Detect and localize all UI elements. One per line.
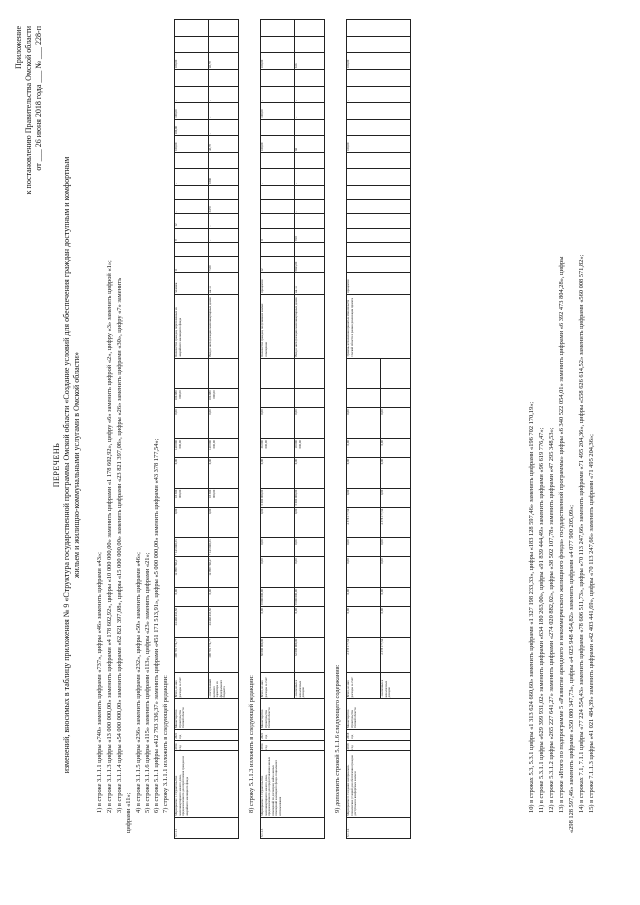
amount: 0,00 <box>261 607 295 638</box>
indicator-value <box>209 152 239 169</box>
amount: 24 468 433,50 <box>175 607 209 638</box>
year-end: 2021 год <box>261 730 325 741</box>
amount <box>261 389 295 408</box>
list-item: 5) в строке 3.1.1.6 цифры «115» заменить цифрами «113», цифры «23» заменить цифрами «21»; <box>144 552 151 813</box>
amount <box>295 358 325 389</box>
indicator-value: - <box>295 86 325 103</box>
amount: 0,00 <box>347 408 381 439</box>
amount: 0,00 <box>381 488 411 507</box>
indicator-value <box>295 119 325 136</box>
indicator-value <box>261 36 295 53</box>
indicator-value <box>175 70 209 87</box>
indicator-value: 12 <box>261 256 295 273</box>
amount <box>347 389 381 408</box>
amendment-table-1 <box>174 19 239 839</box>
amount: 309 791 774,77 <box>175 637 209 673</box>
indicator-value <box>347 214 411 228</box>
amount: 36 000 000,00 <box>261 439 295 458</box>
amount: 0,00 <box>261 557 295 588</box>
amount <box>381 358 411 389</box>
list-item: 6) в строке 5.1.1 цифры «412 793 336,37» заменить цифрами «451 171 513,91», цифры «5 000 000,00» заменить цифрами «43 378 177,54»; <box>153 438 160 813</box>
indicator-value: - <box>209 214 239 228</box>
amount: 309 791 774,77 <box>209 637 239 673</box>
indicator-value: - <box>295 200 325 214</box>
indicator-value <box>209 70 239 87</box>
amount <box>209 358 239 389</box>
amount: 0,00 <box>175 458 209 489</box>
indicator-value <box>209 185 239 199</box>
indicator-value <box>295 214 325 228</box>
indicator-value <box>261 119 295 136</box>
indicator-value: 9 <box>175 228 209 242</box>
source: - налоговых и неналоговых доходов <box>295 673 325 699</box>
amount: 0,00 <box>261 458 295 489</box>
amount: 0,00 <box>347 588 381 607</box>
amount: 0,00 <box>347 538 381 557</box>
amount: 0,00 <box>209 588 239 607</box>
row-code: 5.1.1.6 <box>347 817 411 838</box>
executor: Министерство строительства Омской области <box>175 699 239 730</box>
amount: 0,00 <box>347 439 381 458</box>
indicator-value: - <box>261 86 295 103</box>
amount: 32 000 000,00 <box>295 637 325 673</box>
indicator-value: 100,00 <box>261 103 295 120</box>
appendix-date: от ___ 26 июня 2018 года ___ № ___ 228-п <box>34 26 43 171</box>
amount: 0,00 <box>295 458 325 489</box>
amount: 0,00 <box>209 408 239 439</box>
amount: 9 000 000,00 <box>295 588 325 607</box>
indicator-value <box>295 152 325 169</box>
amount <box>261 358 295 389</box>
appendix-header <box>14 26 44 286</box>
indicator-value <box>261 152 295 169</box>
indicator-value: 3470 <box>209 200 239 214</box>
amount: 24 468 433,50 <box>209 607 239 638</box>
amount: 0,00 <box>261 408 295 439</box>
amount: 120 000 000,00 <box>209 439 239 458</box>
indicator-value: 1800 <box>209 169 239 186</box>
indicator-value <box>347 20 411 37</box>
amount: 7 143 848,33 <box>209 538 239 557</box>
amount: 0,00 <box>175 408 209 439</box>
list-item: 15) в строке 7.1.1.3 цифры «41 021 484,39» заменить цифрами «42 403 441,69», цифры «70 113 247,66» заменить цифрами «71 495 204,36»; <box>588 434 595 813</box>
list-item: 13) в строке «Итого по подпрограмме 5 «Развитие арендного и некоммерческого жилищного фонда» государственной программы» цифры «6 340 522 054,01» заменить цифрами «6 392 473 804,28», цифры <box>558 256 565 813</box>
executor: Министерство строительства Омской области <box>261 699 325 730</box>
table-row <box>347 20 381 839</box>
indicator-value <box>347 242 411 256</box>
amount: 0,00 <box>381 458 411 489</box>
list-item: 4) в строке 3.1.1.5 цифры «236» заменить цифрами «232», цифры «50» заменить цифрами «46»; <box>135 552 142 813</box>
indicator-value <box>175 185 209 199</box>
source: - поступлений целевого характера из федерального бюджета <box>209 673 239 699</box>
indicator-value: 12 <box>175 214 209 228</box>
indicator-name: Ввод в эксплуатацию многоквартирных домов <box>295 294 325 358</box>
source: Всего, из них расходы за счет: <box>261 673 295 699</box>
amount <box>175 358 209 389</box>
indicator-value <box>347 103 411 120</box>
year-start: 2018 год <box>347 740 411 751</box>
document-title: ПЕРЕЧЕНЬ <box>52 442 61 488</box>
list-item: 12) в строке 5.3.1.2 цифры «265 227 641,27» заменить цифрами «274 020 882,02», цифры «38 502 107,78» заменить цифрами «47 295 348,53»; <box>548 427 555 813</box>
amount: 0,00 <box>209 458 239 489</box>
amount: 5 000 000,00 <box>261 488 295 507</box>
amount: 2 378 177,54 <box>381 507 411 538</box>
indicator-value: - <box>295 169 325 186</box>
indicator-value <box>209 20 239 37</box>
amount: 0,00 <box>261 538 295 557</box>
year-end: 2021 год <box>175 730 239 741</box>
year-start: 2014 год <box>261 740 325 751</box>
amount: 0,00 <box>381 439 411 458</box>
row-description: Мероприятие 1. Строительство многоквартирного жилого дома, предназначенного для переселения граждан из аварийного жилищного фонда <box>175 751 239 817</box>
list-item: 9) дополнить строкой 5.1.1.6 следующего содержания: <box>334 664 341 813</box>
indicator-value: - <box>347 86 411 103</box>
indicator-value: - <box>209 86 239 103</box>
indicator-value: 45,79 <box>209 53 239 70</box>
indicator-value <box>295 36 325 53</box>
amount: 0,00 <box>347 607 381 638</box>
indicator-value <box>347 152 411 169</box>
amount: 0,00 <box>347 488 381 507</box>
amount: 0,00 <box>381 607 411 638</box>
indicator-value <box>347 228 411 242</box>
row-code: 3.1.1.1 <box>175 817 239 838</box>
indicator-value: 918 <box>295 228 325 242</box>
row-description: Мероприятие 6. Создание материально-технических условий для обеспечения граждан доступным и комфортным жильем <box>347 751 411 817</box>
amount: 2 378 177,54 <box>381 637 411 673</box>
indicator-value <box>347 169 411 186</box>
indicator-value <box>347 200 411 214</box>
indicator-value: - <box>295 103 325 120</box>
indicator-value: 7330 <box>209 256 239 273</box>
indicator-value <box>261 214 295 228</box>
indicator-value <box>261 185 295 199</box>
appendix-label: Приложение <box>14 26 23 69</box>
list-item: 3) в строке 3.1.1.4 цифры «54 000 000,00» заменить цифрами «62 821 397,08», цифры «15 000 000,00» заменить цифрами «23 821 397,08», цифры «26» заменить цифрами «30», цифру «7» заменить <box>116 277 123 813</box>
indicator-value: 616 <box>295 53 325 70</box>
indicator-value <box>209 36 239 53</box>
amount: 0,00 <box>381 557 411 588</box>
amount: 2 378 177,54 <box>347 507 381 538</box>
amount: 18 000 000,00 <box>295 439 325 458</box>
row-code: 5.1.1.3 <box>261 817 325 838</box>
indicator-value <box>261 70 295 87</box>
indicator-value: 8 <box>261 228 295 242</box>
indicator-value: - <box>175 86 209 103</box>
amendment-table-3 <box>346 19 411 839</box>
amount: 7 143 848,33 <box>175 538 209 557</box>
indicator-value <box>347 36 411 53</box>
amount: 0,00 <box>295 538 325 557</box>
unit: кв. м <box>295 273 325 294</box>
row-description: Мероприятие 3. Строительство многоквартирного жилого дома, предназначенного для предоставления жилых помещений по договорам найма жилых помещений жилищного фонда социального использования <box>261 751 325 817</box>
amount <box>347 358 381 389</box>
indicator-value: 11 <box>175 256 209 273</box>
executor: Министерство строительства Омской области <box>347 699 411 730</box>
amount: 50 000 000,00 <box>261 637 295 673</box>
source: Всего, из них расходы за счет: <box>175 673 209 699</box>
indicator-value <box>295 242 325 256</box>
amount: 0,00 <box>347 557 381 588</box>
indicator-value <box>209 242 239 256</box>
year-start: 2014 год <box>175 740 239 751</box>
amount: 0,00 <box>295 408 325 439</box>
indicator-value: 100,00 <box>175 53 209 70</box>
appendix-line: к постановлению Правительства Омской области <box>24 26 33 195</box>
list-item: 8) строку 5.1.1.3 изложить в следующей редакции: <box>248 675 255 813</box>
table-row <box>175 20 209 839</box>
amount: 0,00 <box>209 507 239 538</box>
list-item: 1) в строке 3.1.1.1 цифры «740» заменить цифрами «737», цифры «46» заменить цифрами «43»; <box>96 552 103 813</box>
year-end: 2018 год <box>347 730 411 741</box>
amount: 9 000 000,00 <box>261 588 295 607</box>
amount: 18 300 000,00 <box>175 488 209 507</box>
indicator-name: Ввод в эксплуатацию многоквартирных домов <box>209 294 239 358</box>
indicator-value <box>175 36 209 53</box>
indicator-value: - <box>175 200 209 214</box>
indicator-value: - <box>209 103 239 120</box>
indicator-value: 100,00 <box>175 119 209 136</box>
amount: 0,00 <box>175 507 209 538</box>
amount <box>295 389 325 408</box>
indicator-value <box>347 256 411 273</box>
list-item: цифрами «11»; <box>125 792 132 833</box>
amount: 12 999 768,27 <box>175 557 209 588</box>
amount: 0,00 <box>381 588 411 607</box>
amount: 18 300 000,00 <box>209 488 239 507</box>
amendment-table-2 <box>260 19 325 839</box>
amount: 0,00 <box>261 507 295 538</box>
amount: 0,00 <box>381 538 411 557</box>
amount: 0,00 <box>175 588 209 607</box>
indicator-value: - <box>209 228 239 242</box>
amount: 2 378 177,54 <box>347 637 381 673</box>
amount <box>381 389 411 408</box>
list-item: 14) в строках 7.1, 7.1.1 цифры «77 224 554,43» заменить цифрами «78 606 511,73», цифры «70 113 247,66» заменить цифрами «71 495 204,36», цифры «558 626 614,52» заменить цифрами «560 008 571,82»; <box>578 254 585 813</box>
unit: кв. м <box>209 273 239 294</box>
indicator-value: - <box>175 169 209 186</box>
indicator-value: 45,79 <box>209 136 239 153</box>
indicator-value <box>347 119 411 136</box>
indicator-value: 100,00 <box>347 136 411 153</box>
unit: человек <box>175 273 209 294</box>
amount: 0,00 <box>295 507 325 538</box>
indicator-value <box>347 70 411 87</box>
indicator-value <box>175 152 209 169</box>
amount: 5 000 000,00 <box>295 488 325 507</box>
amount: 0,00 <box>381 408 411 439</box>
indicator-value <box>295 185 325 199</box>
indicator-value: 100,00 <box>347 53 411 70</box>
indicator-name: Уровень исполнения принятых обязательств Омской области в рамках реализации проекта <box>347 294 411 358</box>
unit: процентов <box>261 273 295 294</box>
indicator-value <box>261 20 295 37</box>
indicator-value <box>261 242 295 256</box>
indicator-value <box>175 242 209 256</box>
indicator-value: - <box>261 200 295 214</box>
amount: 0,00 <box>295 557 325 588</box>
document-subtitle-cont: жильем и жилищно-коммунальными услугами в Омской области» <box>72 352 81 578</box>
indicator-value <box>175 20 209 37</box>
indicator-value: 66 <box>295 136 325 153</box>
indicator-value: 100,00 <box>261 53 295 70</box>
indicator-value: 100,00 <box>175 103 209 120</box>
indicator-name: Количество граждан, получивших жилые помещения <box>261 294 295 358</box>
source: Всего, из них расходы за счет: <box>347 673 381 699</box>
indicator-value: 100,00 <box>261 136 295 153</box>
list-item: 2) в строке 3.1.1.3 цифры «13 000 000,00» заменить цифрами «4 178 602,92», цифры «10 000 000,00» заменить цифрами «1 178 602,92», цифру «6» заменить цифрой «2», цифру «3» заменить цифрой «1»; <box>106 260 113 813</box>
indicator-value: 5043,00 <box>295 256 325 273</box>
amount: 106 880 000,00 <box>175 389 209 408</box>
list-item: 10) в строках 5.3, 5.3.1 цифры «1 313 624 660,60» заменить цифрами «1 327 198 233,33», цифры «183 128 597,46» заменить цифрами «196 702 170,19»; <box>528 401 535 813</box>
indicator-name: Количество граждан, переселенных из аварийного жилищного фонда <box>175 294 209 358</box>
amount: 0,00 <box>295 607 325 638</box>
list-item: 11) в строке 5.3.1.1 цифры «629 399 931,02» заменить цифрами «634 180 263,00», цифры «91 839 444,49» заменить цифрами «96 619 776,47»; <box>538 427 545 813</box>
indicator-value <box>295 20 325 37</box>
indicator-value: 100,00 <box>175 136 209 153</box>
amount: 106 880 000,00 <box>209 389 239 408</box>
amount: 120 000 000,00 <box>175 439 209 458</box>
source: - налоговых и неналоговых доходов <box>381 673 411 699</box>
unit: процентов <box>347 273 411 294</box>
amount: 0,00 <box>347 458 381 489</box>
indicator-value: - <box>209 119 239 136</box>
list-item: «298 128 597,46» заменить цифрами «350 080 347,73», цифры «4 025 948 454,82» заменить цифрами «4 077 900 205,09»; <box>568 504 575 833</box>
table-row <box>261 20 295 839</box>
indicator-value <box>295 70 325 87</box>
list-item: 7) строку 3.1.1.1 изложить в следующей редакции: <box>162 675 169 813</box>
document-subtitle: изменений, вносимых в таблицу приложения № 9 «Структура государственной программы Омской области «Создание условий для обеспечения граждан доступным и комфортным <box>62 156 71 774</box>
amount: 12 999 768,27 <box>209 557 239 588</box>
indicator-value <box>347 185 411 199</box>
indicator-value: - <box>261 169 295 186</box>
